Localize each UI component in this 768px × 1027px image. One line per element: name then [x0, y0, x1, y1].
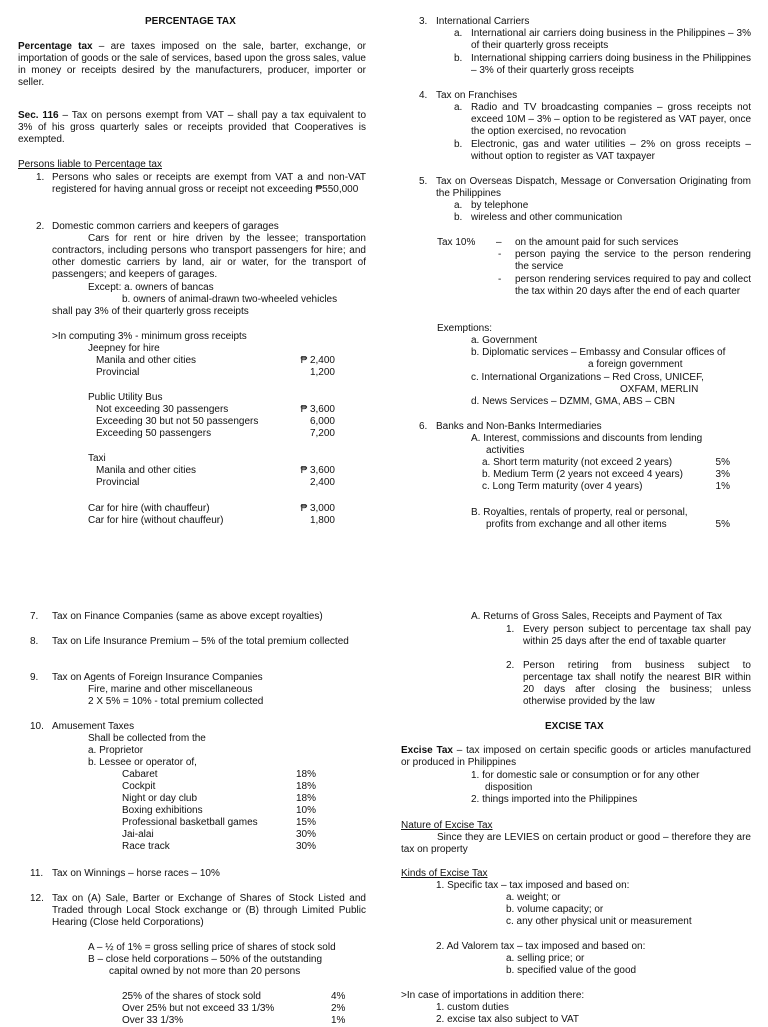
- table-row-value: ₱ 2,400: [300, 355, 335, 366]
- jeepney-heading: Jeepney for hire: [88, 343, 160, 354]
- item-number: 7.: [30, 611, 39, 622]
- item-12-text: Tax on (A) Sale, Barter or Exchange of Shares of Stock Listed and Traded through Local Stock exchange or (B) through Limited Public Hearing (Close held Corporations): [52, 893, 366, 928]
- item-number: 10.: [30, 721, 44, 732]
- item-5-title: Tax on Overseas Dispatch, Message or Conversation Originating from the Philippines: [436, 176, 751, 199]
- tax-10-line: on the amount paid for such services: [515, 237, 679, 248]
- item-6B-cont: profits from exchange and all other items: [486, 519, 667, 530]
- table-row-label: Jai-alai: [122, 829, 154, 840]
- except-b-line: b. owners of animal-drawn two-wheeled vehicles: [122, 294, 338, 305]
- table-row-label: b. Medium Term (2 years not exceed 4 years): [482, 469, 684, 480]
- table-row-label: 25% of the shares of stock sold: [122, 991, 261, 1002]
- sub-letter: b.: [454, 139, 463, 150]
- taxi-heading: Taxi: [88, 453, 106, 464]
- importation-item: 2. excise tax also subject to VAT: [436, 1014, 580, 1025]
- definition-text: – are taxes imposed on the sale, barter, exchange, or importation of goods or the sale of services, based upon the gross sales, value in money or receipts desired by the manufacturers, producer, importer or seller.: [18, 41, 366, 88]
- computing-heading: >In computing 3% - minimum gross receipts: [52, 331, 247, 342]
- except-line: Except: a. owners of bancas: [88, 282, 214, 293]
- table-row-value: ₱ 3,000: [300, 503, 335, 514]
- item-2-paragraph: Cars for rent or hire driven by the lessee; transportation contractors, including persons who transport passengers for hire; and other domestic carriers by land, air or water, for the transport of passengers; and keepers of garages.: [52, 233, 366, 280]
- excise-def-text: – tax imposed on certain specific goods or articles manufactured or produced in Philippines: [401, 745, 751, 768]
- table-row-value: 30%: [296, 829, 317, 840]
- table-row-value: 5%: [715, 457, 730, 468]
- table-row-value: 18%: [296, 769, 317, 780]
- table-row-label: Car for hire (without chauffeur): [88, 515, 224, 526]
- item-11-text: Tax on Winnings – horse races – 10%: [52, 868, 220, 879]
- table-row-label: Not exceeding 30 passengers: [96, 404, 229, 415]
- exemption-item: b. Diplomatic services – Embassy and Consular offices of: [471, 347, 726, 358]
- returns-item-1: Every person subject to percentage tax shall pay within 25 days after the end of taxable quarter: [523, 624, 751, 647]
- item-12-B-cont: capital owned by not more than 20 persons: [109, 966, 301, 977]
- item-7-text: Tax on Finance Companies (same as above except royalties): [52, 611, 323, 622]
- table-row-value: 30%: [296, 841, 317, 852]
- item-8-text: Tax on Life Insurance Premium – 5% of the total premium collected: [52, 636, 349, 647]
- sec-116-term: Sec. 116: [18, 110, 59, 121]
- table-row-value: ₱ 3,600: [300, 465, 335, 476]
- item-6A-cont: activities: [486, 445, 525, 456]
- item-10-text: Amusement Taxes: [52, 721, 135, 732]
- item-number: 11.: [30, 868, 44, 879]
- tax-10-label: Tax 10%: [437, 237, 476, 248]
- item-9-line-3: 2 X 5% = 10% - total premium collected: [88, 696, 264, 707]
- item-10-a: a. Proprietor: [88, 745, 144, 756]
- table-row-value: 2%: [331, 1003, 346, 1014]
- tax-10-bullet-2: person rendering services required to pay and collect the tax within 20 days after the end of each quarter: [515, 274, 751, 297]
- kinds-sub: c. any other physical unit or measurement: [506, 916, 692, 927]
- kinds-sub: a. selling price; or: [506, 953, 585, 964]
- excise-item-cont: disposition: [485, 782, 533, 793]
- item-number: 2.: [36, 221, 45, 232]
- table-row-label: Over 33 1/3%: [122, 1015, 184, 1026]
- item-10-line-2: Shall be collected from the: [88, 733, 206, 744]
- table-row-value: 4%: [331, 991, 346, 1002]
- exemption-item: c. International Organizations – Red Cross, UNICEF,: [471, 372, 704, 383]
- item-2-title: Domestic common carriers and keepers of garages: [52, 221, 279, 232]
- exemption-item: d. News Services – DZMM, GMA, ABS – CBN: [471, 396, 675, 407]
- exemption-item-cont: OXFAM, MERLIN: [620, 384, 699, 395]
- item-5a-text: by telephone: [471, 200, 529, 211]
- table-row-value: 7,200: [309, 428, 335, 439]
- kinds-sub: a. weight; or: [506, 892, 561, 903]
- item-9-line-2: Fire, marine and other miscellaneous: [88, 684, 253, 695]
- table-row-label: Provincial: [96, 477, 140, 488]
- table-row-value: 15%: [296, 817, 317, 828]
- table-row-label: a. Short term maturity (not exceed 2 years): [482, 457, 673, 468]
- table-row-label: Cabaret: [122, 769, 158, 780]
- definition-term: Percentage tax: [18, 41, 93, 52]
- item-number: 2.: [506, 660, 515, 671]
- excise-item: 2. things imported into the Philippines: [471, 794, 638, 805]
- table-row-label: Night or day club: [122, 793, 198, 804]
- item-number: 6.: [419, 421, 428, 432]
- table-row-label: c. Long Term maturity (over 4 years): [482, 481, 643, 492]
- item-number: 9.: [30, 672, 39, 683]
- table-row-value: 18%: [296, 781, 317, 792]
- item-12-B: B – close held corporations – 50% of the outstanding: [88, 954, 323, 965]
- excise-definition: [401, 745, 751, 769]
- item-3a-text: International air carriers doing business in the Philippines – 3% of their quarterly gross receipts: [471, 28, 751, 51]
- item-number: 8.: [30, 636, 39, 647]
- bullet: -: [498, 274, 502, 285]
- kinds-sub: b. specified value of the good: [506, 965, 637, 976]
- item-9-text: Tax on Agents of Foreign Insurance Companies: [52, 672, 263, 683]
- sub-letter: a.: [454, 102, 463, 113]
- sub-letter: b.: [454, 53, 463, 64]
- nature-text: Since they are LEVIES on certain product or good – therefore they are tax on property: [401, 832, 751, 855]
- tax-10-bullet-1: person paying the service to the person rendering the service: [515, 249, 751, 272]
- sub-letter: a.: [454, 200, 463, 211]
- table-row-label: Boxing exhibitions: [122, 805, 203, 816]
- item-4-title: Tax on Franchises: [436, 90, 518, 101]
- importation-item: 1. custom duties: [436, 1002, 509, 1013]
- returns-item-2: Person retiring from business subject to percentage tax shall notify the nearest BIR within 20 days after closing the business; unless otherwise provided by the law: [523, 660, 751, 707]
- excise-term: Excise Tax: [401, 745, 453, 756]
- sub-letter: b.: [454, 212, 463, 223]
- table-row-label: Cockpit: [122, 781, 156, 792]
- bus-heading: Public Utility Bus: [88, 392, 163, 403]
- item-number: 5.: [419, 176, 428, 187]
- dash: –: [496, 237, 502, 248]
- table-row-label: Manila and other cities: [96, 355, 197, 366]
- item-6B-value: 5%: [715, 519, 730, 530]
- sec-116-text: – Tax on persons exempt from VAT – shall pay a tax equivalent to 3% of his gross quarterly sales or receipts provided that Cooperatives is exempted.: [18, 110, 367, 145]
- table-row-label: Exceeding 50 passengers: [96, 428, 212, 439]
- item-5b-text: wireless and other communication: [471, 212, 623, 223]
- sub-letter: a.: [454, 28, 463, 39]
- table-row-label: Manila and other cities: [96, 465, 197, 476]
- table-row-value: 1,200: [309, 367, 335, 378]
- sec-116-paragraph: [18, 110, 366, 146]
- table-row-label: Car for hire (with chauffeur): [88, 503, 210, 514]
- table-row-label: Over 25% but not exceed 33 1/3%: [122, 1003, 275, 1014]
- item-4a-text: Radio and TV broadcasting companies – gross receipts not exceed 10M – 3% – option to be registered as VAT payer, once the option exercised, no revocation: [471, 102, 751, 137]
- item-6A: A. Interest, commissions and discounts from lending: [471, 433, 703, 444]
- kinds-item: 2. Ad Valorem tax – tax imposed and based on:: [436, 941, 646, 952]
- item-4b-text: Electronic, gas and water utilities – 2% on gross receipts – without option to register as VAT taxpayer: [471, 139, 751, 162]
- table-row-value: 3%: [715, 469, 730, 480]
- item-number: 12.: [30, 893, 44, 904]
- table-row-value: 18%: [296, 793, 317, 804]
- kinds-item: 1. Specific tax – tax imposed and based on:: [436, 880, 630, 891]
- percentage-tax-definition: [18, 41, 366, 89]
- table-row-label: Provincial: [96, 367, 140, 378]
- exemption-item-cont: a foreign government: [588, 359, 683, 370]
- shall-pay-line: shall pay 3% of their quarterly gross receipts: [52, 306, 249, 317]
- kinds-sub: b. volume capacity; or: [506, 904, 604, 915]
- item-number: 1.: [36, 172, 45, 183]
- table-row-value: 6,000: [309, 416, 335, 427]
- item-3-title: International Carriers: [436, 16, 530, 27]
- item-6B: B. Royalties, rentals of property, real or personal,: [471, 507, 688, 518]
- table-row-label: Race track: [122, 841, 170, 852]
- item-3b-text: International shipping carriers doing business in the Philippines – 3% of their quarterly gross receipts: [471, 53, 751, 76]
- returns-title: A. Returns of Gross Sales, Receipts and Payment of Tax: [471, 611, 723, 622]
- item-10-b: b. Lessee or operator of,: [88, 757, 197, 768]
- item-number: 3.: [419, 16, 428, 27]
- page-title: PERCENTAGE TAX: [145, 16, 236, 27]
- table-row-value: 1%: [331, 1015, 346, 1026]
- table-row-value: 1%: [715, 481, 730, 492]
- table-row-value: 1,800: [309, 515, 335, 526]
- excise-title: EXCISE TAX: [545, 721, 604, 732]
- table-row-value: ₱ 3,600: [300, 404, 335, 415]
- table-row-value: 10%: [296, 805, 317, 816]
- item-1-text: Persons who sales or receipts are exempt from VAT a and non-VAT registered for having annual gross or receipt not exceeding ₱550,000: [52, 172, 366, 195]
- kinds-heading: Kinds of Excise Tax: [401, 868, 488, 879]
- item-6-title: Banks and Non-Banks Intermediaries: [436, 421, 602, 432]
- table-row-label: Professional basketball games: [122, 817, 258, 828]
- table-row-label: Exceeding 30 but not 50 passengers: [96, 416, 259, 427]
- exemptions-heading: Exemptions:: [437, 323, 493, 334]
- item-12-A: A – ½ of 1% = gross selling price of shares of stock sold: [88, 942, 336, 953]
- liable-heading: Persons liable to Percentage tax: [18, 159, 162, 170]
- bullet: -: [498, 249, 502, 260]
- item-number: 1.: [506, 624, 515, 635]
- nature-heading: Nature of Excise Tax: [401, 820, 493, 831]
- table-row-value: 2,400: [309, 477, 335, 488]
- importation-heading: >In case of importations in addition there:: [401, 990, 585, 1001]
- item-number: 4.: [419, 90, 428, 101]
- exemption-item: a. Government: [471, 335, 538, 346]
- excise-item: 1. for domestic sale or consumption or for any other: [471, 770, 700, 781]
